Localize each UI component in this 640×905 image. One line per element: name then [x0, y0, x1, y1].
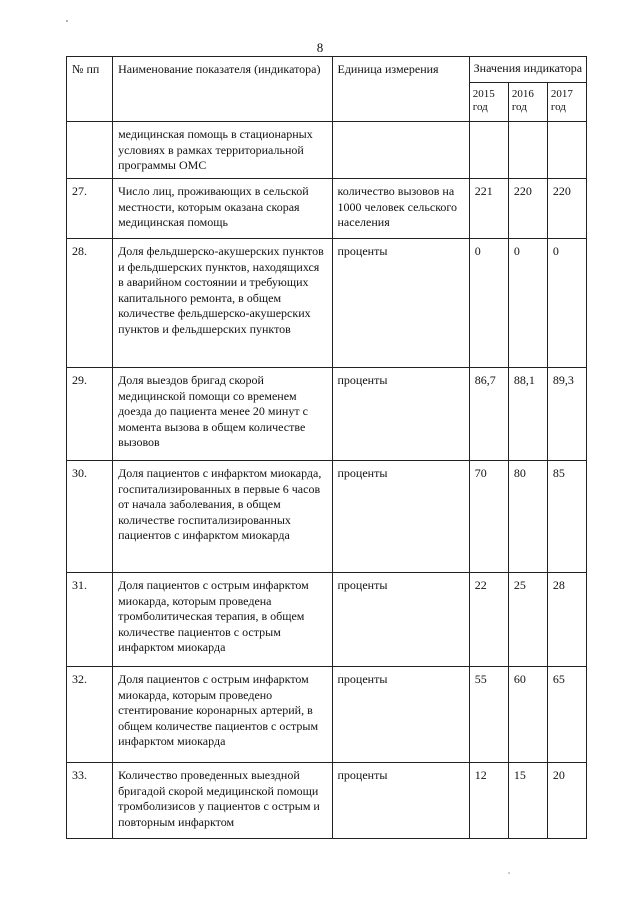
row-unit: количество вызовов на 1000 человек сельского населения	[332, 179, 469, 239]
row-value-2017: 20	[547, 763, 586, 839]
row-value-2015: 0	[469, 239, 508, 368]
row-num: 27.	[67, 179, 113, 239]
header-num: № пп	[67, 57, 113, 122]
header-year-2017: 2017 год	[547, 82, 586, 121]
row-name: Доля пациентов с острым инфарктом миокарда, которым проведено стентирование коронарных артерий, в общем количестве пациентов с острым инфарктом миокарда	[113, 667, 332, 763]
table-row	[67, 667, 587, 763]
row-value-2017: 28	[547, 573, 586, 667]
table-row	[67, 763, 587, 839]
header-year-2015: 2015 год	[469, 82, 508, 121]
row-value-2015	[469, 122, 508, 179]
row-value-2016: 88,1	[508, 368, 547, 461]
row-name: Число лиц, проживающих в сельской местности, которым оказана скорая медицинская помощь	[113, 179, 332, 239]
header-values: Значения индикатора	[469, 57, 586, 83]
table-row	[67, 368, 587, 461]
row-value-2016: 80	[508, 461, 547, 573]
row-value-2016: 60	[508, 667, 547, 763]
row-value-2016: 25	[508, 573, 547, 667]
table-row	[67, 239, 587, 368]
row-num: 28.	[67, 239, 113, 368]
row-name: Доля фельдшерско-акушерских пунктов и фельдшерских пунктов, находящихся в аварийном состоянии и требующих капитального ремонта, в общем количестве фельдшерско-акушерских пунктов и фельдшерских пунктов	[113, 239, 332, 368]
scan-speck	[66, 20, 68, 22]
row-value-2015: 70	[469, 461, 508, 573]
row-value-2017: 220	[547, 179, 586, 239]
row-value-2017: 89,3	[547, 368, 586, 461]
row-unit: проценты	[332, 368, 469, 461]
table-row	[67, 461, 587, 573]
row-value-2015: 22	[469, 573, 508, 667]
table-row	[67, 179, 587, 239]
row-num: 31.	[67, 573, 113, 667]
row-unit: проценты	[332, 763, 469, 839]
table-row	[67, 122, 587, 179]
row-value-2017: 85	[547, 461, 586, 573]
row-num: 32.	[67, 667, 113, 763]
header-row	[67, 57, 587, 83]
row-value-2016: 220	[508, 179, 547, 239]
row-unit: проценты	[332, 573, 469, 667]
row-num	[67, 122, 113, 179]
indicator-table	[66, 56, 587, 839]
row-value-2015: 221	[469, 179, 508, 239]
row-unit	[332, 122, 469, 179]
row-num: 33.	[67, 763, 113, 839]
header-name: Наименование показателя (индикатора)	[113, 57, 332, 122]
row-value-2016: 15	[508, 763, 547, 839]
row-value-2015: 86,7	[469, 368, 508, 461]
header-year-2016: 2016 год	[508, 82, 547, 121]
scan-speck	[508, 872, 510, 874]
table-row	[67, 573, 587, 667]
header-unit: Единица измерения	[332, 57, 469, 122]
row-value-2015: 55	[469, 667, 508, 763]
row-value-2017: 65	[547, 667, 586, 763]
page-number: 8	[316, 40, 324, 55]
row-unit: проценты	[332, 461, 469, 573]
row-name: Количество проведенных выездной бригадой скорой медицинской помощи тромболизисов у пациентов с острым и повторным инфарктом	[113, 763, 332, 839]
row-unit: проценты	[332, 667, 469, 763]
row-num: 29.	[67, 368, 113, 461]
row-name: Доля пациентов с инфарктом миокарда, госпитализированных в первые 6 часов от начала заболевания, в общем количестве госпитализированных пациентов с инфарктом миокарда	[113, 461, 332, 573]
row-name: Доля выездов бригад скорой медицинской помощи со временем доезда до пациента менее 20 минут с момента вызова в общем количестве вызовов	[113, 368, 332, 461]
row-value-2016	[508, 122, 547, 179]
row-name: Доля пациентов с острым инфарктом миокарда, которым проведена тромболитическая терапия, в общем количестве пациентов с острым инфарктом миокарда	[113, 573, 332, 667]
row-value-2017: 0	[547, 239, 586, 368]
row-num: 30.	[67, 461, 113, 573]
row-unit: проценты	[332, 239, 469, 368]
row-name: медицинская помощь в стационарных условиях в рамках территориальной программы ОМС	[113, 122, 332, 179]
row-value-2015: 12	[469, 763, 508, 839]
row-value-2017	[547, 122, 586, 179]
row-value-2016: 0	[508, 239, 547, 368]
